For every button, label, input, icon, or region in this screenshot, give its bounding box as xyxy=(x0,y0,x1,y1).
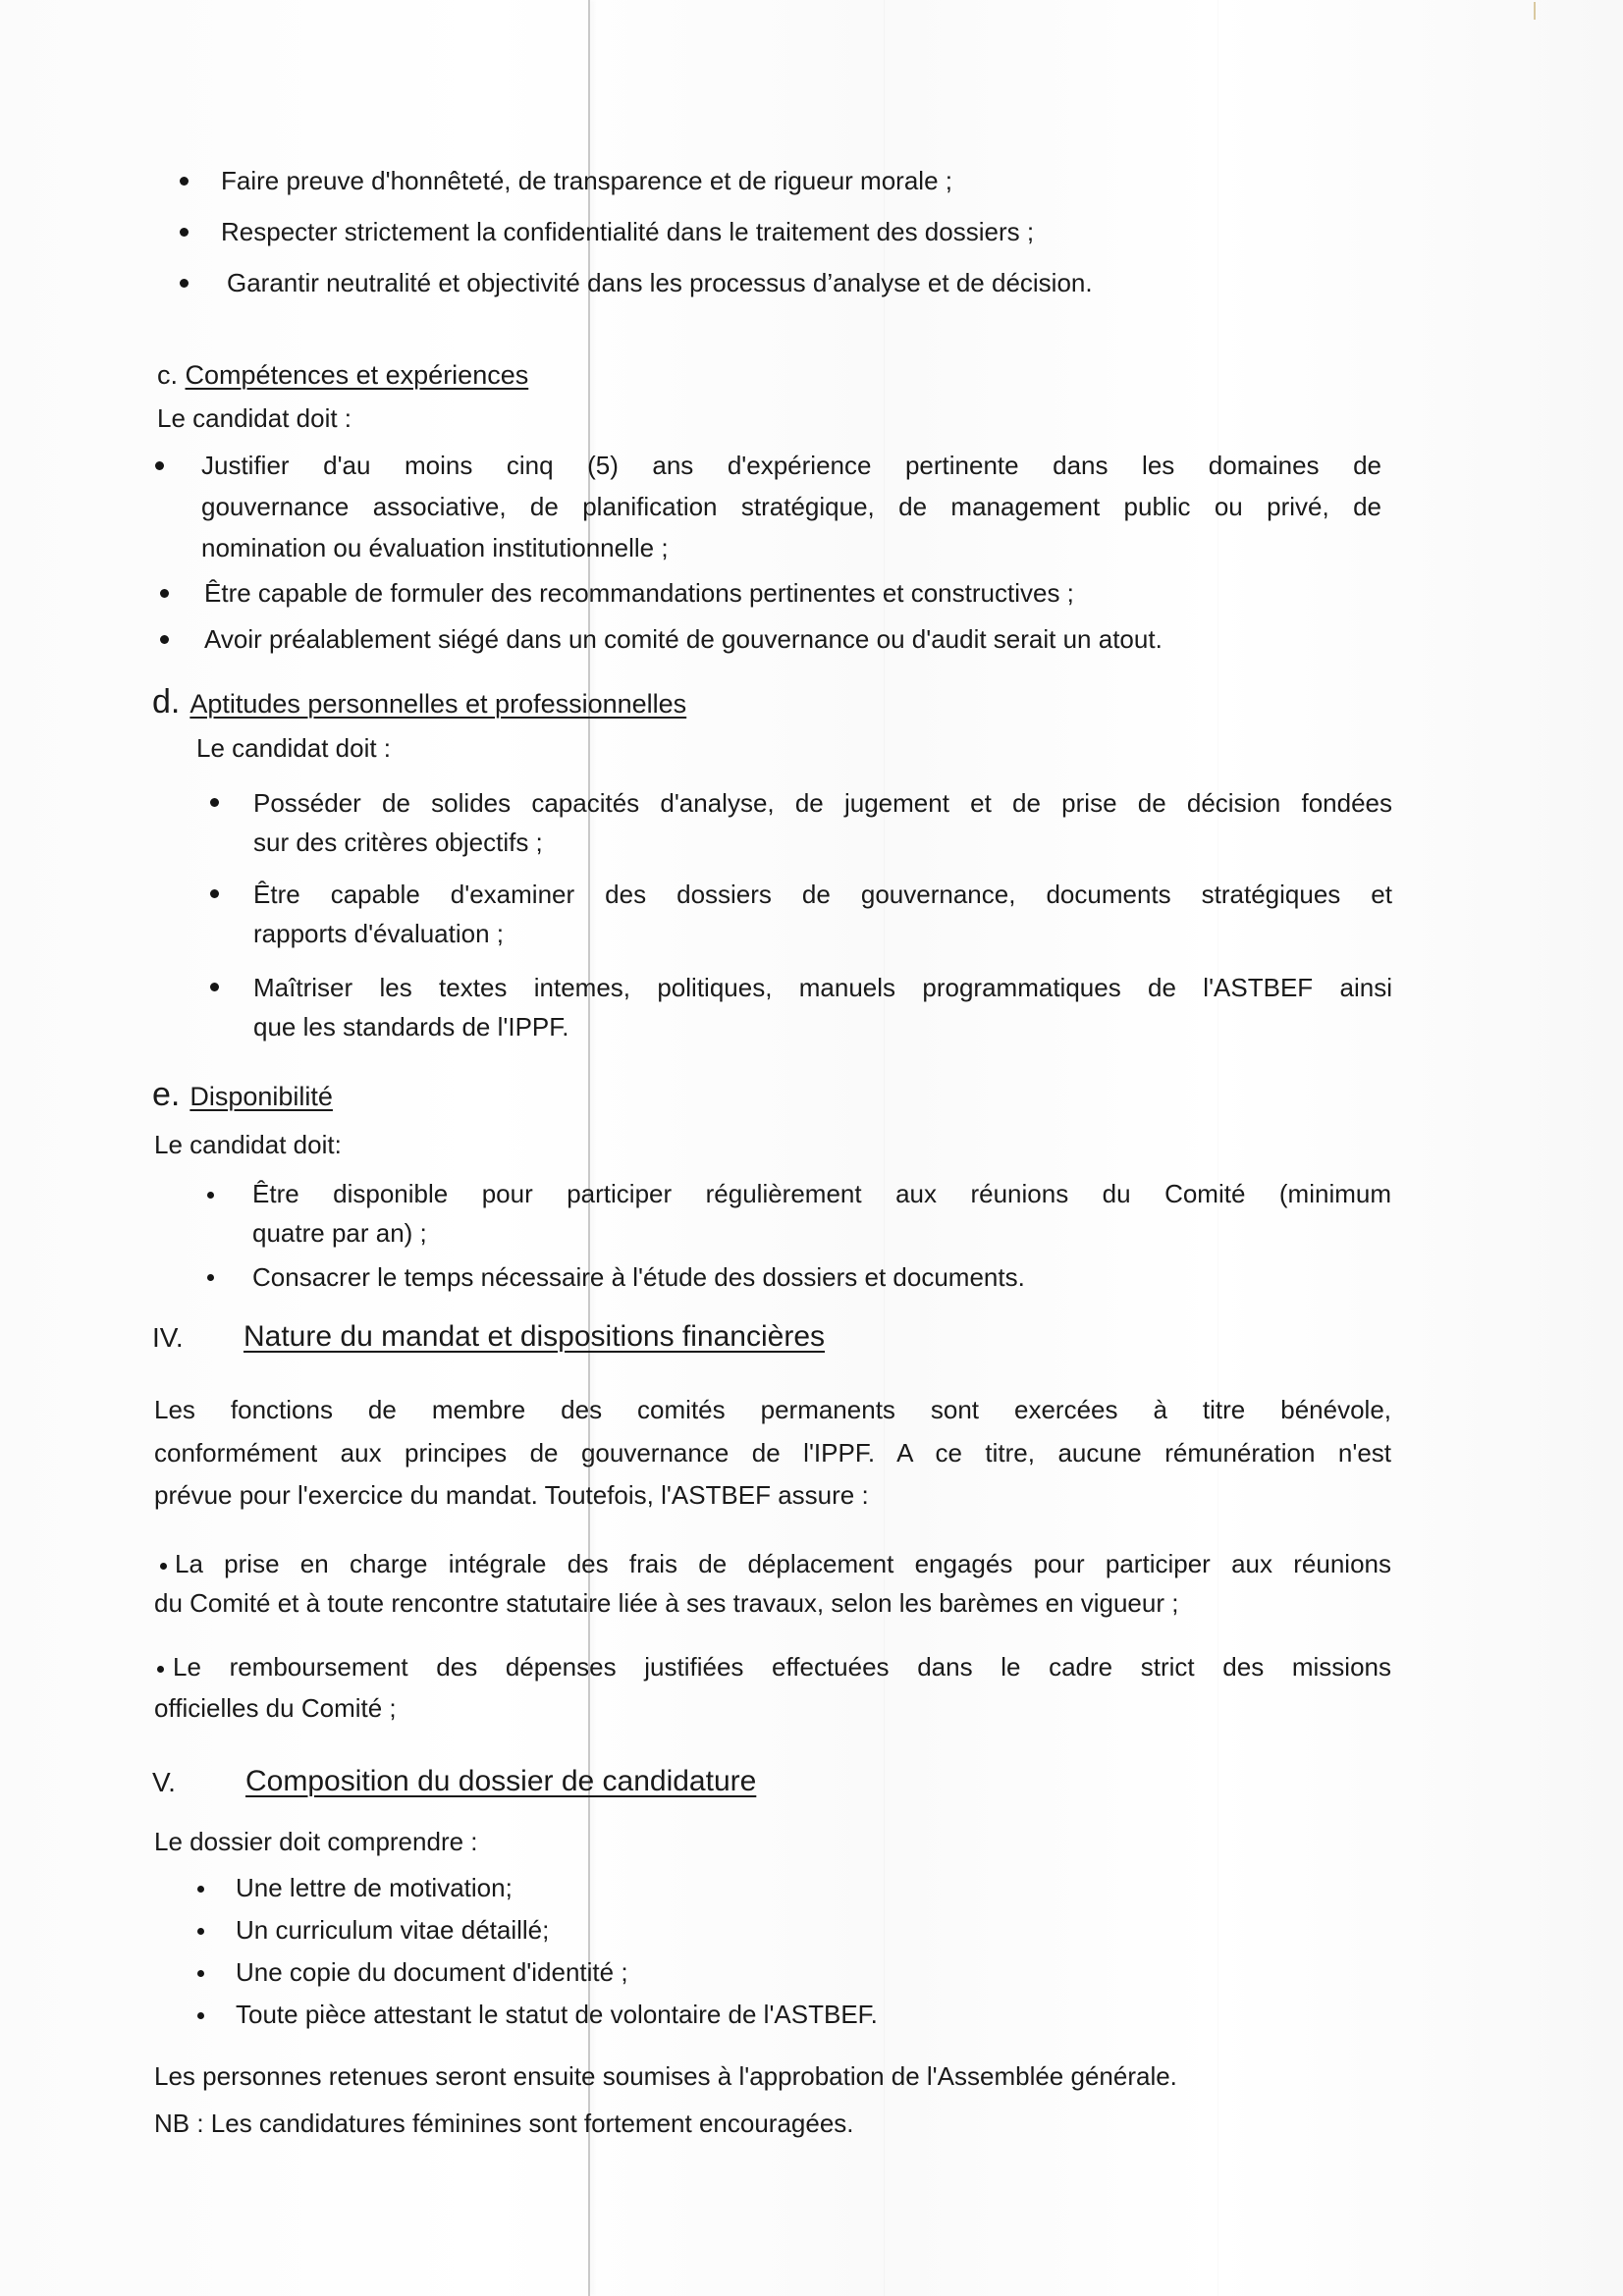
nb-note: NB : Les candidatures féminines sont fortement encouragées. xyxy=(154,2109,854,2138)
scan-mark xyxy=(1534,2,1536,20)
bullet-icon xyxy=(180,177,189,186)
list-item-line: du Comité et à toute rencontre statutaire liée à ses travaux, selon les barèmes en vigueur ; xyxy=(154,1588,1179,1618)
bullet-icon xyxy=(180,279,189,288)
bullet-icon xyxy=(160,589,169,598)
section-heading-e xyxy=(152,1078,333,1113)
section-intro: Le candidat doit: xyxy=(154,1130,342,1159)
list-item-line: gouvernance associative, de planification stratégique, de management public ou privé, de xyxy=(201,492,1381,521)
page-fold-line xyxy=(588,0,590,2296)
bullet-icon xyxy=(197,1970,204,1977)
section-letter: d. xyxy=(152,683,181,721)
paragraph-line: conformément aux principes de gouvernance de l'IPPF. A ce titre, aucune rémunération n'est xyxy=(154,1438,1391,1468)
list-item: Une lettre de motivation; xyxy=(236,1873,513,1902)
section-title: Compétences et expériences xyxy=(185,360,529,390)
section-title-iv: Nature du mandat et dispositions financières xyxy=(243,1320,826,1353)
bullet-icon xyxy=(180,228,189,237)
list-item-line: Avoir préalablement siégé dans un comité de gouvernance ou d'audit serait un atout. xyxy=(204,624,1163,654)
list-item-line: Consacrer le temps nécessaire à l'étude des dossiers et documents. xyxy=(252,1262,1025,1292)
bullet-icon xyxy=(160,635,169,644)
bullet-icon xyxy=(160,1563,167,1570)
bullet-icon xyxy=(197,2012,204,2019)
list-item: Toute pièce attestant le statut de volontaire de l'ASTBEF. xyxy=(236,2000,878,2029)
section-intro: Le candidat doit : xyxy=(196,733,392,763)
section-numeral: IV. xyxy=(152,1322,184,1353)
list-item-line: Être capable de formuler des recommandations pertinentes et constructives ; xyxy=(204,578,1074,608)
list-item-line: La prise en charge intégrale des frais de déplacement engagés pour participer aux réunions xyxy=(175,1549,1391,1578)
section-heading-d xyxy=(152,685,686,721)
list-item: Respecter strictement la confidentialité dans le traitement des dossiers ; xyxy=(221,217,1035,246)
bullet-icon xyxy=(210,983,219,991)
paragraph-line: prévue pour l'exercice du mandat. Toutefois, l'ASTBEF assure : xyxy=(154,1480,869,1510)
list-item: Une copie du document d'identité ; xyxy=(236,1957,628,1987)
list-item-line: sur des critères objectifs ; xyxy=(253,828,543,857)
list-item: Un curriculum vitae détaillé; xyxy=(236,1915,550,1945)
section-title: Disponibilité xyxy=(189,1082,333,1111)
paragraph-line: Les fonctions de membre des comités permanents sont exercées à titre bénévole, xyxy=(154,1395,1391,1424)
scan-streak xyxy=(1217,0,1218,2296)
section-letter: c. xyxy=(157,360,179,390)
list-item-line: Être disponible pour participer régulièrement aux réunions du Comité (minimum xyxy=(252,1179,1391,1208)
list-item-line: Posséder de solides capacités d'analyse, de jugement et de prise de décision fondées xyxy=(253,788,1392,818)
bullet-icon xyxy=(197,1928,204,1935)
section-title-v: Composition du dossier de candidature xyxy=(245,1765,757,1797)
section-heading-c xyxy=(157,358,528,392)
list-item-line: officielles du Comité ; xyxy=(154,1693,397,1723)
bullet-icon xyxy=(207,1274,214,1281)
section-letter: e. xyxy=(152,1076,181,1113)
list-item-line: quatre par an) ; xyxy=(252,1218,427,1248)
list-item: Garantir neutralité et objectivité dans les processus d’analyse et de décision. xyxy=(227,268,1093,297)
section-numeral: V. xyxy=(152,1767,176,1797)
list-item-line: que les standards de l'IPPF. xyxy=(253,1012,569,1041)
closing-statement: Les personnes retenues seront ensuite soumises à l'approbation de l'Assemblée générale. xyxy=(154,2061,1177,2091)
section-intro: Le dossier doit comprendre : xyxy=(154,1827,478,1856)
list-item-line: Justifier d'au moins cinq (5) ans d'expérience pertinente dans les domaines de xyxy=(201,451,1381,480)
section-intro: Le candidat doit : xyxy=(157,403,352,433)
list-item: Faire preuve d'honnêteté, de transparence et de rigueur morale ; xyxy=(221,166,952,195)
scan-streak xyxy=(884,0,885,2296)
list-item-line: Être capable d'examiner des dossiers de gouvernance, documents stratégiques et xyxy=(253,880,1392,909)
section-title: Aptitudes personnelles et professionnelles xyxy=(189,689,687,719)
list-item-line: nomination ou évaluation institutionnelle ; xyxy=(201,533,669,562)
bullet-icon xyxy=(210,889,219,898)
bullet-icon xyxy=(207,1192,214,1199)
bullet-icon xyxy=(155,461,164,470)
bullet-icon xyxy=(210,798,219,807)
list-item-line: rapports d'évaluation ; xyxy=(253,919,505,948)
bullet-icon xyxy=(197,1886,204,1893)
list-item-line: Maîtriser les textes intemes, politiques, manuels programmatiques de l'ASTBEF ainsi xyxy=(253,973,1392,1002)
list-item-line: Le remboursement des dépenses justifiées effectuées dans le cadre strict des missions xyxy=(173,1652,1391,1682)
bullet-icon xyxy=(157,1666,164,1673)
